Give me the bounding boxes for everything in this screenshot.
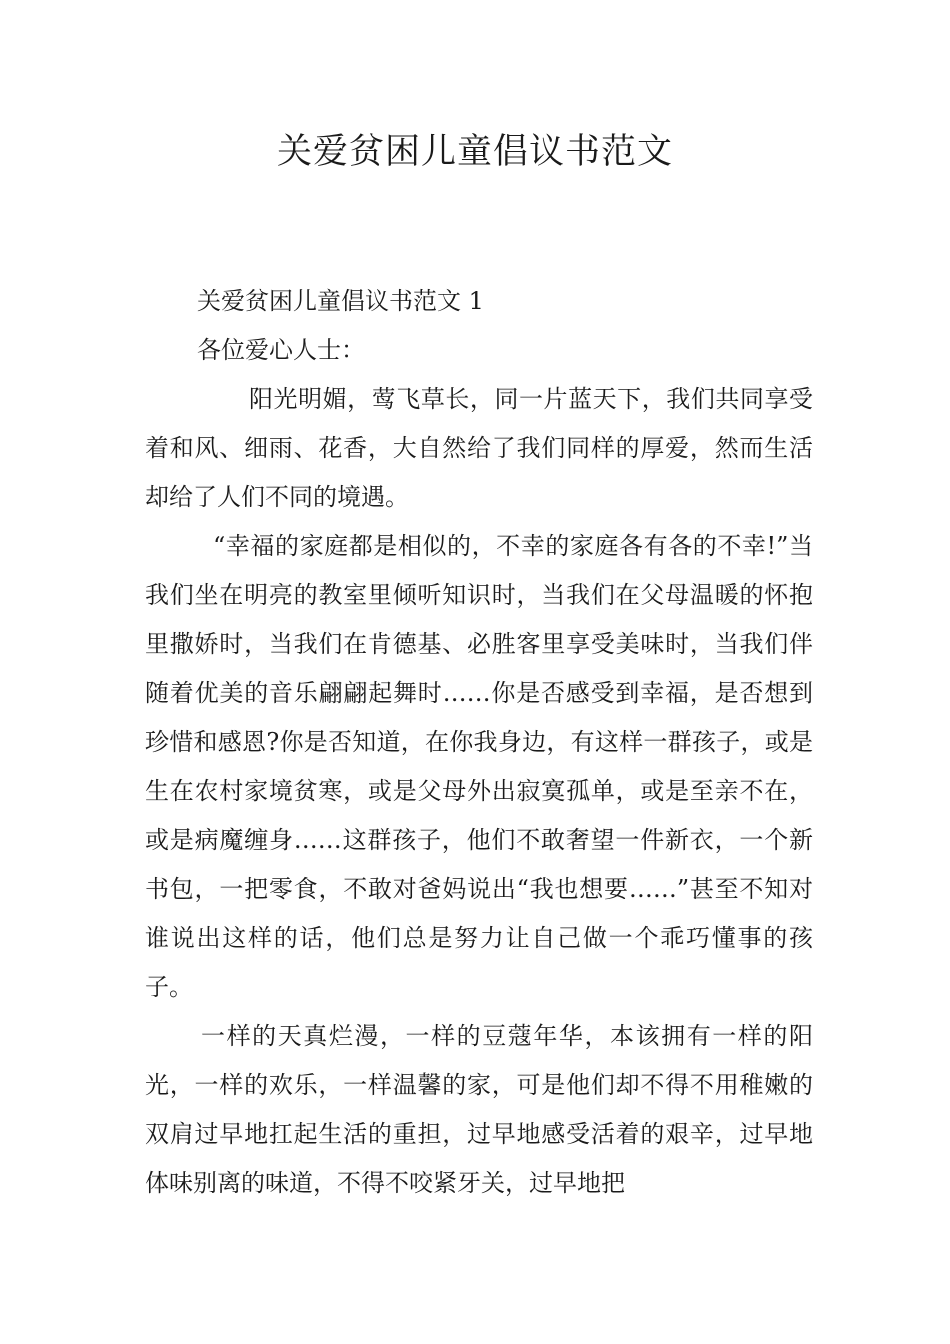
document-title: 关爱贫困儿童倡议书范文 [276,132,673,172]
document-body [145,277,813,1208]
paragraph-2: “幸福的家庭都是相似的，不幸的家庭各有各的不幸!”当我们坐在明亮的教室里倾听知识时，当我们在父母温暖的怀抱里撒娇时，当我们在肯德基、必胜客里享受美味时，当我们伴随着优美的音乐翩翩起舞时……你是否感受到幸福，是否想到珍惜和感恩?你是否知道，在你我身边，有这样一群孩子，或是生在农村家境贫寒，或是父母外出寂寞孤单，或是至亲不在，或是病魔缠身……这群孩子，他们不敢奢望一件新衣，一个新书包，一把零食，不敢对爸妈说出“我也想要……”甚至不知对谁说出这样的话，他们总是努力让自己做一个乖巧懂事的孩子。 [145,532,813,1001]
paragraph-3: 一样的天真烂漫，一样的豆蔻年华，本该拥有一样的阳光，一样的欢乐，一样温馨的家，可是他们却不得不用稚嫩的双肩过早地扛起生活的重担，过早地感受活着的艰辛，过早地体味别离的味道，不得不咬紧牙关，过早地把 [145,1022,813,1197]
paragraph-1: 阳光明媚，莺飞草长，同一片蓝天下，我们共同享受着和风、细雨、花香，大自然给了我们同样的厚爱，然而生活却给了人们不同的境遇。 [145,385,813,511]
section-heading: 关爱贫困儿童倡议书范文 1 [197,287,484,315]
salutation: 各位爱心人士： [197,336,365,364]
